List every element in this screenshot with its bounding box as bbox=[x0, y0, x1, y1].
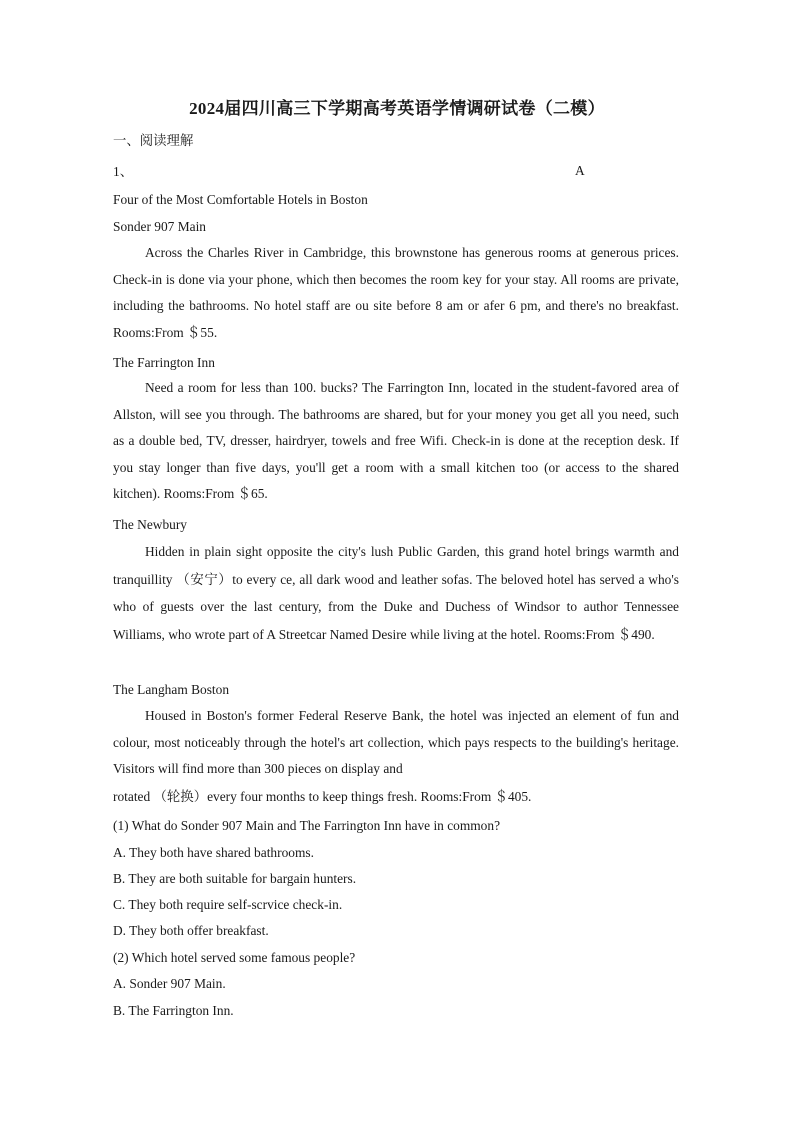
question-number: 1、 bbox=[113, 164, 134, 179]
hotel-description: Housed in Boston's former Federal Reserve Bank, the hotel was injected an element of fun and colour, most noticeably through the hotel's art collection, which pays respects to the building's heritage. Visitors will find more than 300 pieces on display and bbox=[113, 708, 679, 776]
question-stem: (2) Which hotel served some famous people? bbox=[113, 950, 356, 965]
page-title: 2024届四川高三下学期高考英语学情调研试卷（二模） bbox=[189, 99, 605, 118]
hotel-name: Sonder 907 Main bbox=[113, 219, 206, 234]
section-heading: 一、阅读理解 bbox=[113, 133, 194, 148]
hotel-name: The Farrington Inn bbox=[113, 355, 215, 370]
answer-option: C. They both require self-scrvice check-in. bbox=[113, 897, 343, 912]
passage-title: Four of the Most Comfortable Hotels in Boston bbox=[113, 192, 368, 207]
hotel-description-continued: rotated （轮换）every four months to keep things fresh. Rooms:From ＄405. bbox=[113, 789, 532, 804]
hotel-description: Across the Charles River in Cambridge, this brownstone has generous rooms at generous prices. Check-in is done via your phone, which then becomes the room key for your stay. All rooms are private, including the bathrooms. No hotel staff are ou site before 8 am or afer 6 pm, and there's no breakfast. Rooms:From ＄55. bbox=[113, 245, 679, 340]
question-stem: (1) What do Sonder 907 Main and The Farrington Inn have in common? bbox=[113, 818, 501, 833]
hotel-description: Need a room for less than 100. bucks? The Farrington Inn, located in the student-favored area of Allston, will see you through. The bathrooms are shared, but for your money you get all you need, such as a double bed, TV, dresser, hairdryer, towels and free Wifi. Check-in is done at the reception desk. If you stay longer than five days, you'll get a room with a small kitchen too (or access to the shared kitchen). Rooms:From ＄65. bbox=[113, 380, 679, 501]
hotel-description: Hidden in plain sight opposite the city's lush Public Garden, this grand hotel brings warmth and tranquillity （安宁）to every ce, all dark wood and leather sofas. The beloved hotel has served a who's who of guests over the last century, from the Duke and Duchess of Windsor to author Tennessee Williams, who wrote part of A Streetcar Named Desire while living at the hotel. Rooms:From ＄490. bbox=[113, 544, 679, 642]
passage-label: A bbox=[575, 163, 585, 178]
answer-option: B. The Farrington Inn. bbox=[113, 1003, 234, 1018]
answer-option: A. They both have shared bathrooms. bbox=[113, 845, 314, 860]
answer-option: D. They both offer breakfast. bbox=[113, 923, 269, 938]
answer-option: B. They are both suitable for bargain hunters. bbox=[113, 871, 357, 886]
answer-option: A. Sonder 907 Main. bbox=[113, 976, 226, 991]
hotel-name: The Newbury bbox=[113, 517, 187, 532]
hotel-name: The Langham Boston bbox=[113, 682, 230, 697]
